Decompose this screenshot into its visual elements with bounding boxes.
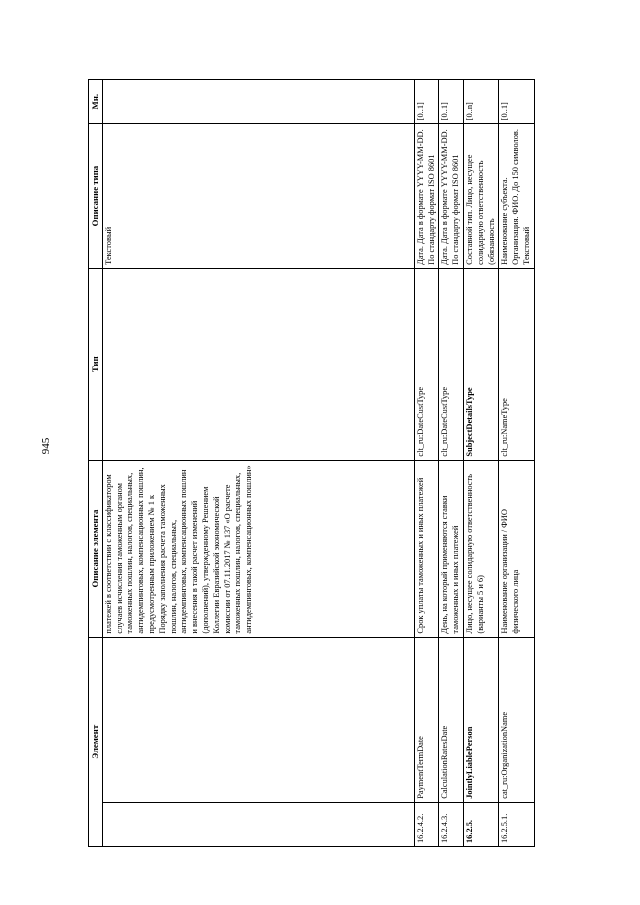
table-row <box>414 80 439 847</box>
table-header-row <box>89 80 103 847</box>
header-element-description: Описание элемента <box>89 460 103 637</box>
row-element: CalculationRatesDate <box>439 637 464 802</box>
table-row <box>499 80 534 847</box>
row-multiplicity: [0..n] <box>463 80 498 124</box>
row-type: clt_ru:DateCustType <box>414 268 439 460</box>
page-number: 945 <box>40 437 52 455</box>
row-element-description: Срок уплаты таможенных и иных платежей <box>414 460 439 637</box>
table-row <box>439 80 464 847</box>
row-type: clt_ru:DateCustType <box>439 268 464 460</box>
row-multiplicity <box>102 80 414 124</box>
row-type-description: Дата. Дата в формате YYYY-MM-DD. По стандарту формат ISO 8601 <box>414 124 439 269</box>
row-type-description: Дата. Дата в формате YYYY-MM-DD. По стандарту формат ISO 8601 <box>439 124 464 269</box>
row-multiplicity: [0..1] <box>499 80 534 124</box>
row-type <box>102 268 414 460</box>
rotated-page-content <box>88 79 606 847</box>
header-type: Тип <box>89 268 103 460</box>
row-type: SubjectDetailsType <box>463 268 498 460</box>
row-number: 16.2.4.3. <box>439 802 464 846</box>
row-multiplicity: [0..1] <box>439 80 464 124</box>
row-element: cat_ru:OrganizationName <box>499 637 534 802</box>
row-multiplicity: [0..1] <box>414 80 439 124</box>
header-multiplicity: Мн. <box>89 80 103 124</box>
row-element-description: платежей в соответствии с классификатором случаев исчисления таможенным органом таможенных пошлин, налогов, специальных, антидемпинговых, компенсационных пошлин, предусмотренным приложением № 1 к Порядку заполнения расчета таможенных пошлин, налогов, специальных, антидемпинговых, компенсационных пошлин и внесения в такой расчет изменений (дополнений), утвержденному Решением Коллегии Евразийской экономической комиссии от 07.11.2017 № 137 «О расчете таможенных пошлин, налогов, специальных, антидемпинговых, компенсационных пошлин» <box>102 460 414 637</box>
specification-table <box>88 79 535 847</box>
row-element <box>102 637 414 802</box>
table-row <box>102 80 414 847</box>
row-type-description: Составной тип. Лицо, несущее солидарную ответственность (обязанность <box>463 124 498 269</box>
row-type-description: Текстовый <box>102 124 414 269</box>
row-element: PaymentTermDate <box>414 637 439 802</box>
table-row <box>463 80 498 847</box>
row-type: clt_ru:NameType <box>499 268 534 460</box>
row-element: JointlyLiablePerson <box>463 637 498 802</box>
row-element-description: Наименование организации / ФИО физического лица <box>499 460 534 637</box>
row-number: 16.2.5.1. <box>499 802 534 846</box>
row-element-description: День, на который применяются ставки таможенных и иных платежей <box>439 460 464 637</box>
header-element: Элемент <box>89 637 103 846</box>
header-type-description: Описание типа <box>89 124 103 269</box>
row-number <box>102 802 414 846</box>
row-element-description: Лицо, несущее солидарную ответственность (варианты 5 и 6) <box>463 460 498 637</box>
row-number: 16.2.4.2. <box>414 802 439 846</box>
row-number: 16.2.5. <box>463 802 498 846</box>
row-type-description: Наименование субъекта. Организация. ФИО. До 150 символов. Текстовый <box>499 124 534 269</box>
